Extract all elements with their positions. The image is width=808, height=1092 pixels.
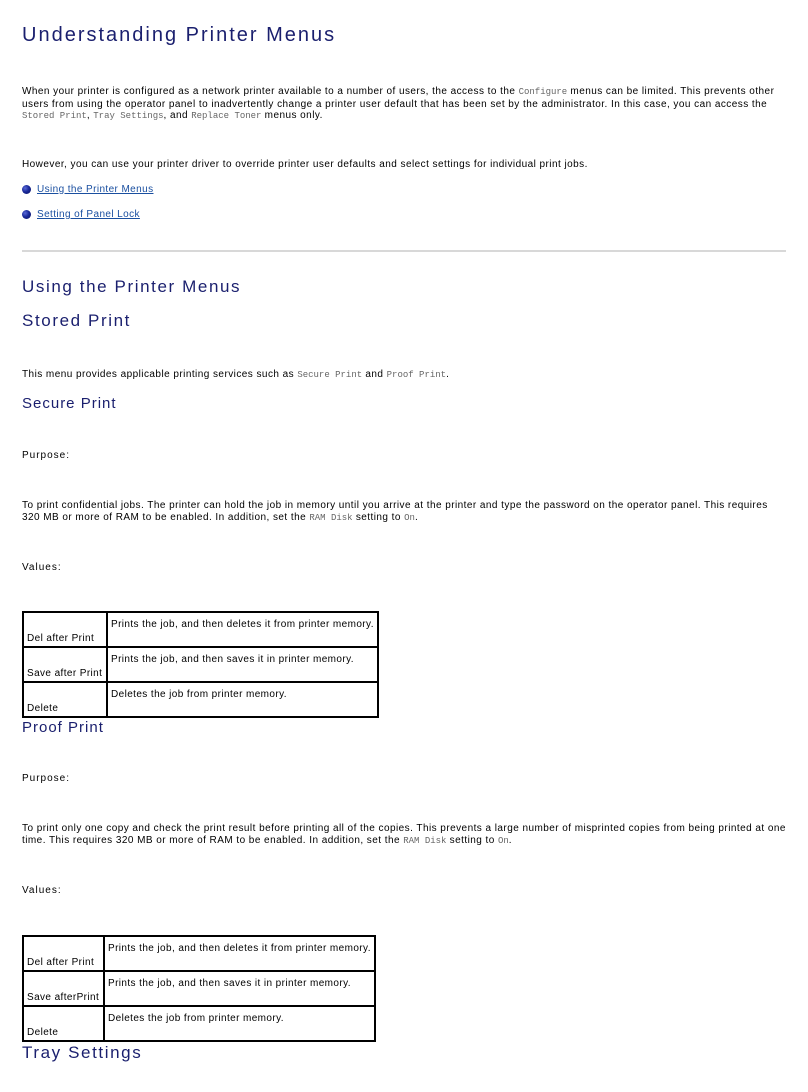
code-on: On	[497, 835, 509, 846]
intro-text-2: menus can be limited. This prevents other users from using the operator panel to inadvertently change a printer user default that has been set by the administrator. In this case, you can access the	[22, 86, 775, 110]
table-row	[23, 612, 378, 647]
secure-text-3: .	[414, 511, 419, 523]
value-key: Delete	[23, 682, 107, 717]
secure-purpose-label: Purpose:	[22, 450, 71, 461]
intro-text-5: menus only.	[261, 110, 323, 121]
value-description: Prints the job, and then deletes it from printer memory.	[107, 612, 378, 647]
bullet-icon	[22, 210, 31, 219]
code-secure-print: Secure Print	[297, 370, 363, 380]
intro-text-4: , and	[163, 110, 192, 121]
stored-text-3: .	[446, 369, 450, 380]
divider	[22, 250, 786, 252]
value-description: Deletes the job from printer memory.	[104, 1006, 375, 1041]
proof-print-heading: Proof Print	[22, 719, 104, 736]
table-row	[23, 647, 378, 682]
proof-text-3: .	[508, 834, 513, 846]
intro-text-1: When your printer is configured as a network printer available to a number of users, the access to the	[22, 86, 519, 97]
secure-text-2: setting to	[352, 511, 405, 523]
section-heading-using-menus: Using the Printer Menus	[22, 277, 242, 296]
proof-text-2: setting to	[446, 834, 498, 846]
code-on: On	[404, 512, 415, 523]
secure-text-1: To print confidential jobs. The printer can hold the job in memory until you arrive at the printer and type the password on the operator panel. This requires 320 MB or more of RAM to be enabled. In addition, set the	[22, 500, 768, 523]
stored-text-1: This menu provides applicable printing services such as	[22, 369, 298, 380]
code-ram-disk: RAM Disk	[403, 835, 447, 846]
proof-purpose-label: Purpose:	[22, 773, 71, 784]
intro-text-3: ,	[86, 110, 94, 121]
value-description: Prints the job, and then saves it in printer memory.	[107, 647, 378, 682]
value-description: Prints the job, and then saves it in printer memory.	[104, 971, 375, 1006]
value-key: Save after Print	[23, 647, 107, 682]
table-row	[23, 971, 375, 1006]
value-key: Save afterPrint	[23, 971, 104, 1006]
table-row	[23, 1006, 375, 1041]
code-tray-settings: Tray Settings	[93, 111, 164, 121]
intro-paragraph	[22, 86, 788, 123]
stored-print-heading: Stored Print	[22, 311, 131, 330]
secure-purpose-text	[22, 500, 788, 524]
stored-text-2: and	[362, 369, 387, 380]
link-setting-panel-lock[interactable]: Setting of Panel Lock	[37, 208, 140, 220]
stored-print-description	[22, 369, 788, 382]
value-description: Prints the job, and then deletes it from printer memory.	[104, 936, 375, 971]
link-item-panel-lock	[22, 208, 140, 220]
tray-settings-heading: Tray Settings	[22, 1043, 143, 1062]
code-stored-print: Stored Print	[22, 111, 87, 121]
value-description: Deletes the job from printer memory.	[107, 682, 378, 717]
link-item-using-menus	[22, 183, 153, 195]
page-title: Understanding Printer Menus	[22, 24, 337, 46]
code-configure: Configure	[518, 87, 568, 97]
override-paragraph: However, you can use your printer driver to override printer user defaults and select settings for individual print jobs.	[22, 159, 588, 170]
bullet-icon	[22, 185, 31, 194]
proof-values-label: Values:	[22, 885, 62, 896]
secure-print-heading: Secure Print	[22, 395, 117, 412]
proof-purpose-text	[22, 823, 788, 847]
value-key: Del after Print	[23, 612, 107, 647]
code-proof-print: Proof Print	[386, 370, 447, 380]
link-using-printer-menus[interactable]: Using the Printer Menus	[37, 183, 154, 195]
secure-print-values-table	[22, 611, 379, 718]
value-key: Del after Print	[23, 936, 104, 971]
table-row	[23, 936, 375, 971]
table-row	[23, 682, 378, 717]
secure-values-label: Values:	[22, 562, 62, 573]
proof-print-values-table	[22, 935, 376, 1042]
value-key: Delete	[23, 1006, 104, 1041]
code-ram-disk: RAM Disk	[309, 512, 353, 523]
proof-text-1: To print only one copy and check the print result before printing all of the copies. This prevents a large number of misprinted copies from being printed at one time. This requires 320 MB or more of RAM to be enabled. In addition, set the	[22, 823, 786, 846]
code-replace-toner: Replace Toner	[191, 111, 262, 121]
